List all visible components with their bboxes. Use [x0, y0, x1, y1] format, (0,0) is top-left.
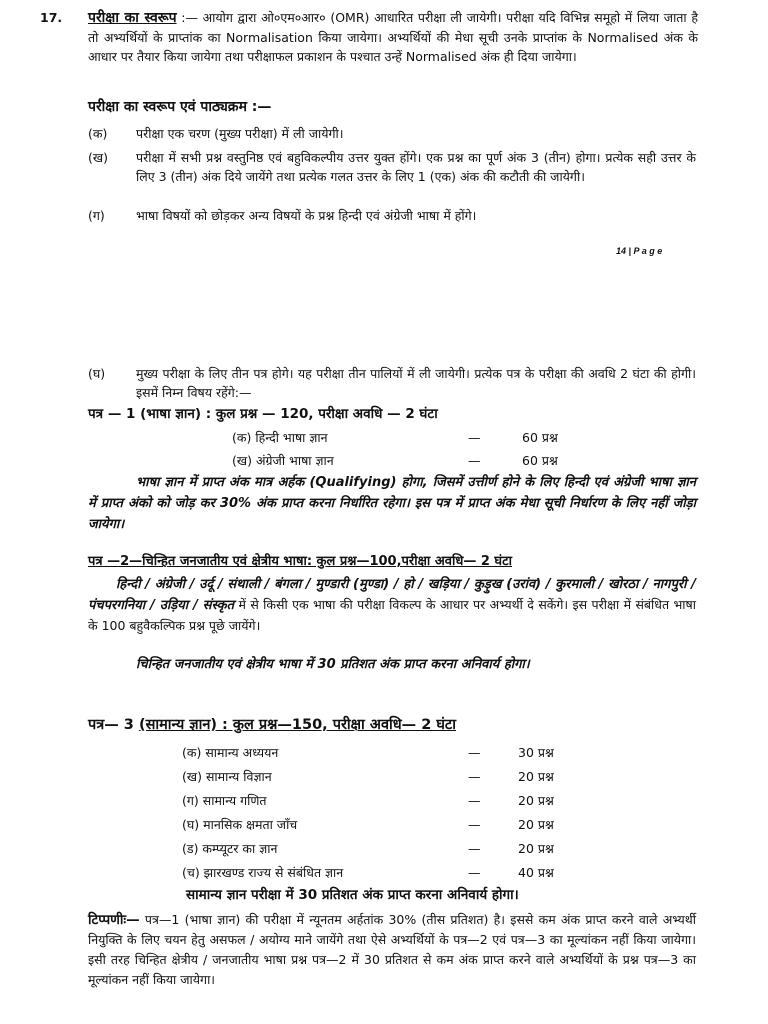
- table-row: [232, 451, 592, 471]
- item-text: मुख्य परीक्षा के लिए तीन पत्र होगे। यह परीक्षा तीन पालियों में ली जायेगी। प्रत्येक पत्र के परीक्षा की अवधि 2 घंटा की होगी। इसमें निम्न विषय रहेंगे:—: [136, 366, 696, 400]
- row-subject: (ख) सामान्य विज्ञान: [182, 769, 272, 784]
- item-text: परीक्षा एक चरण (मुख्य परीक्षा) में ली जायेगी।: [136, 126, 344, 141]
- row-count: 60 प्रश्न: [522, 453, 558, 468]
- table-row: [182, 839, 582, 859]
- remark-text: पत्र—1 (भाषा ज्ञान) की परीक्षा में न्यूनतम अर्हतांक 30% (तीस प्रतिशत) है। इससे कम अंक प्राप्त करने वाले अभ्यर्थी नियुक्ति के लिए चयन हेतु असफल / अयोग्य माने जायेंगे तथा ऐसे अभ्यर्थियों के पत्र—2 एवं पत्र—3 का मूल्यांकन नहीं किया जायेगा। इसी तरह चिन्हित क्षेत्रीय / जनजातीय भाषा प्रश्न पत्र—2 में 30 प्रतिशत से कम अंक प्राप्त करने वाले अभ्यर्थियों के प्रश्न पत्र—3 का मूल्यांकन नहीं किया जायेगा।: [88, 912, 696, 987]
- row-dash: —: [468, 865, 481, 880]
- subheading: परीक्षा का स्वरूप एवं पाठ्यक्रम :—: [88, 99, 272, 115]
- table-row: [182, 815, 582, 835]
- row-count: 60 प्रश्न: [522, 430, 558, 445]
- table-row: [182, 743, 582, 763]
- row-count: 20 प्रश्न: [518, 841, 554, 856]
- paper2-note: चिन्हित जनजातीय एवं क्षेत्रीय भाषा में 30 प्रतिशत अंक प्राप्त करना अनिवार्य होगा।: [136, 657, 530, 672]
- table-row: [182, 767, 582, 787]
- row-dash: —: [468, 430, 481, 445]
- row-dash: —: [468, 769, 481, 784]
- paper1-note: भाषा ज्ञान में प्राप्त अंक मात्र अर्हक (Qualifying) होगा, जिसमें उत्तीर्ण होने के लिए हिन्दी एवं अंग्रेजी भाषा ज्ञान में प्राप्त अंको को जोड़ कर 30% अंक प्राप्त करना निर्धारित रहेगा। इस पत्र में प्राप्त अंक मेधा सूची निर्धारण के लिए नहीं जोड़ा जायेगा।: [88, 475, 696, 532]
- item-text: परीक्षा में सभी प्रश्न वस्तुनिष्ठ एवं बहुविकल्पीय उत्तर युक्त होंगे। एक प्रश्न का पूर्ण अंक 3 (तीन) होगा। प्रत्येक सही उत्तर के लिए 3 (तीन) अंक दिये जायेंगे तथा प्रत्येक गलत उत्तर के लिए 1 (एक) अंक की कटौती की जायेगी।: [136, 150, 696, 184]
- row-subject: (ड) कम्प्यूटर का ज्ञान: [182, 841, 278, 856]
- row-count: 20 प्रश्न: [518, 793, 554, 808]
- section-intro: [88, 8, 698, 66]
- row-dash: —: [468, 841, 481, 856]
- item-label: (ख): [88, 150, 108, 165]
- language-tail: में से किसी एक भाषा की परीक्षा विकल्प के आधार पर अभ्यर्थी दे सकेंगे। इस परीक्षा में संबंधित भाषा के 100 बहुवैकल्पिक प्रश्न पूछे जायेंगे।: [88, 597, 696, 633]
- section-number: 17.: [40, 10, 63, 25]
- remark: [88, 910, 696, 990]
- paper3-heading: [88, 716, 456, 735]
- row-count: 20 प्रश्न: [518, 817, 554, 832]
- language-list: हिन्दी / अंग्रेजी / उर्दू / संथाली / बंगला / मुण्डारी (मुण्डा) / हो / खड़िया / कुड़ुख (उरांव) / कुरमाली / खोरठा / नागपुरी / पंचपरगनिया / उड़िया / संस्कृत: [88, 577, 696, 613]
- row-count: 20 प्रश्न: [518, 769, 554, 784]
- paper2-heading: पत्र —2—चिन्हित जनजातीय एवं क्षेत्रीय भाषा: कुल प्रश्न—100,परीक्षा अवधि— 2 घंटा: [88, 554, 513, 569]
- paper3-title: (सामान्य ज्ञान) : कुल प्रश्न—150, परीक्षा अवधि— 2 घंटा: [138, 717, 456, 733]
- paper1-heading: पत्र — 1 (भाषा ज्ञान) : कुल प्रश्न — 120, परीक्षा अवधि — 2 घंटा: [88, 406, 438, 422]
- item-label: (क): [88, 126, 108, 141]
- paper3-note: सामान्य ज्ञान परीक्षा में 30 प्रतिशत अंक प्राप्त करना अनिवार्य होगा।: [186, 887, 519, 903]
- section-heading: परीक्षा का स्वरूप: [88, 10, 177, 26]
- page-number: 14 | P a g e: [616, 246, 663, 256]
- row-dash: —: [468, 453, 481, 468]
- table-row: [182, 863, 582, 883]
- row-subject: (घ) मानसिक क्षमता जाँच: [182, 817, 298, 832]
- intro-rest: परीक्षा यदि विभिन्न समूहो में लिया जाता है तो अभ्यर्थियों के प्राप्तांक का Normalisation किया जायेगा। अभ्यर्थियों की मेधा सूची उनके प्राप्तांक के Normalised अंक के आधार पर तैयार किया जायेगा तथा परीक्षाफल प्रकाशन के पश्चात उन्हें Normalised अंक ही दिया जायेगा।: [88, 10, 698, 64]
- remark-label: टिप्पणीः—: [88, 912, 140, 928]
- intro-line1: :— आयोग द्वारा ओ०एम०आर० (OMR) आधारित परीक्षा ली जायेगी।: [181, 10, 502, 25]
- item-label: (ग): [88, 208, 105, 223]
- paper2-body: [88, 574, 696, 636]
- item-text: भाषा विषयों को छोड़कर अन्य विषयों के प्रश्न हिन्दी एवं अंग्रेजी भाषा में होंगे।: [136, 208, 477, 223]
- row-subject: (च) झारखण्ड राज्य से संबंधित ज्ञान: [182, 865, 344, 880]
- paper3-prefix: पत्र— 3: [88, 717, 139, 733]
- row-subject: (ग) सामान्य गणित: [182, 793, 267, 808]
- row-dash: —: [468, 793, 481, 808]
- item-label: (घ): [88, 366, 106, 381]
- row-subject: (ख) अंग्रेजी भाषा ज्ञान: [232, 453, 334, 468]
- row-count: 30 प्रश्न: [518, 745, 554, 760]
- row-count: 40 प्रश्न: [518, 865, 554, 880]
- table-row: [182, 791, 582, 811]
- row-dash: —: [468, 817, 481, 832]
- row-dash: —: [468, 745, 481, 760]
- row-subject: (क) हिन्दी भाषा ज्ञान: [232, 430, 328, 445]
- table-row: [232, 428, 592, 448]
- row-subject: (क) सामान्य अध्ययन: [182, 745, 279, 760]
